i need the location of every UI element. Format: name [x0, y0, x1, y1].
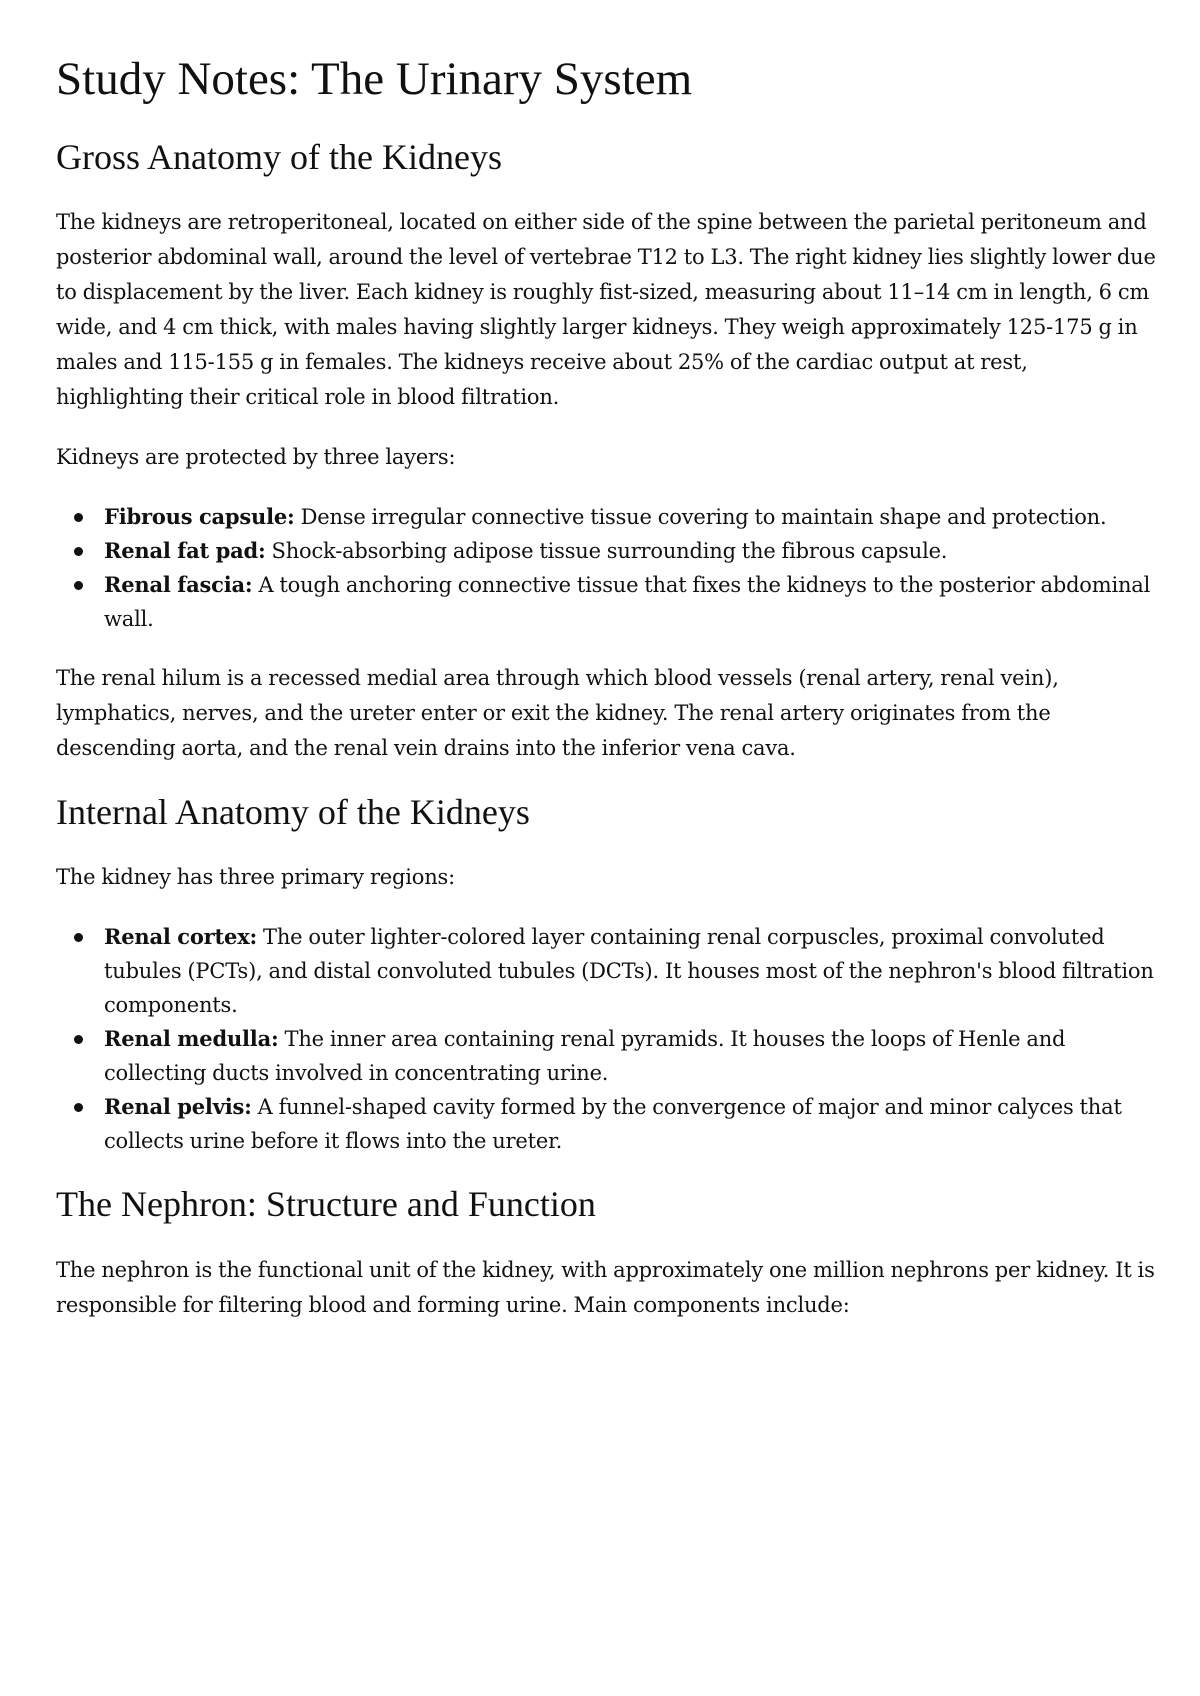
- kidney-regions-list: [56, 920, 1156, 1158]
- protective-layers-list: [56, 500, 1156, 636]
- paragraph: The kidneys are retroperitoneal, located on either side of the spine between the parietal peritoneum and posterior abdominal wall, around the level of vertebrae T12 to L3. The right kidney lies slightly lower due to displacement by the liver. Each kidney is roughly fist-sized, measuring about 11–14 cm in length, 6 cm wide, and 4 cm thick, with males having slightly larger kidneys. They weigh approximately 125-175 g in males and 115-155 g in females. The kidneys receive about 25% of the cardiac output at rest, highlighting their critical role in blood filtration.: [56, 210, 1156, 410]
- section-heading: The Nephron: Structure and Function: [56, 1184, 596, 1225]
- bullet-icon: [74, 513, 83, 522]
- list-item-text: A funnel-shaped cavity formed by the convergence of major and minor calyces that collects urine before it flows into the ureter.: [104, 1095, 1122, 1154]
- bullet-icon: [74, 933, 83, 942]
- list-item-text: The outer lighter-colored layer containing renal corpuscles, proximal convoluted tubules (PCTs), and distal convoluted tubules (DCTs). It houses most of the nephron's blood filtration components.: [104, 925, 1154, 1018]
- list-item: [56, 500, 1156, 534]
- bullet-icon: [74, 547, 83, 556]
- list-item: [56, 534, 1156, 568]
- section-heading: Gross Anatomy of the Kidneys: [56, 137, 502, 178]
- section-nephron: [56, 1183, 1156, 1322]
- paragraph: The renal hilum is a recessed medial area through which blood vessels (renal artery, renal vein), lymphatics, nerves, and the ureter enter or exit the kidney. The renal artery originates from the descending aorta, and the renal vein drains into the inferior vena cava.: [56, 666, 1059, 761]
- paragraph: The nephron is the functional unit of the kidney, with approximately one million nephrons per kidney. It is responsible for filtering blood and forming urine. Main components include:: [56, 1257, 1155, 1317]
- section-heading: Internal Anatomy of the Kidneys: [56, 792, 530, 833]
- document-page: [56, 52, 1156, 1348]
- list-item-term: Renal fat pad:: [104, 538, 266, 564]
- bullet-icon: [74, 581, 83, 590]
- list-item-text: A tough anchoring connective tissue that fixes the kidneys to the posterior abdominal wall.: [104, 573, 1151, 632]
- page-title: Study Notes: The Urinary System: [56, 53, 693, 105]
- list-item-text: Shock-absorbing adipose tissue surrounding the fibrous capsule.: [265, 539, 948, 564]
- list-item-term: Renal fascia:: [104, 572, 253, 598]
- list-item: [56, 1090, 1156, 1158]
- paragraph: The kidney has three primary regions:: [56, 865, 455, 890]
- bullet-icon: [74, 1103, 83, 1112]
- list-item: [56, 1022, 1156, 1090]
- list-item-term: Renal cortex:: [104, 924, 258, 950]
- list-item-term: Fibrous capsule:: [104, 504, 295, 530]
- bullet-icon: [74, 1035, 83, 1044]
- list-item-term: Renal pelvis:: [104, 1094, 252, 1120]
- paragraph: Kidneys are protected by three layers:: [56, 445, 456, 470]
- list-item-text: The inner area containing renal pyramids. It houses the loops of Henle and collecting ducts involved in concentrating urine.: [104, 1027, 1066, 1086]
- list-item-term: Renal medulla:: [104, 1026, 279, 1052]
- list-item-text: Dense irregular connective tissue covering to maintain shape and protection.: [294, 505, 1107, 530]
- section-gross-anatomy: [56, 136, 1156, 766]
- section-internal-anatomy: [56, 791, 1156, 1158]
- list-item: [56, 920, 1156, 1022]
- list-item: [56, 568, 1156, 636]
